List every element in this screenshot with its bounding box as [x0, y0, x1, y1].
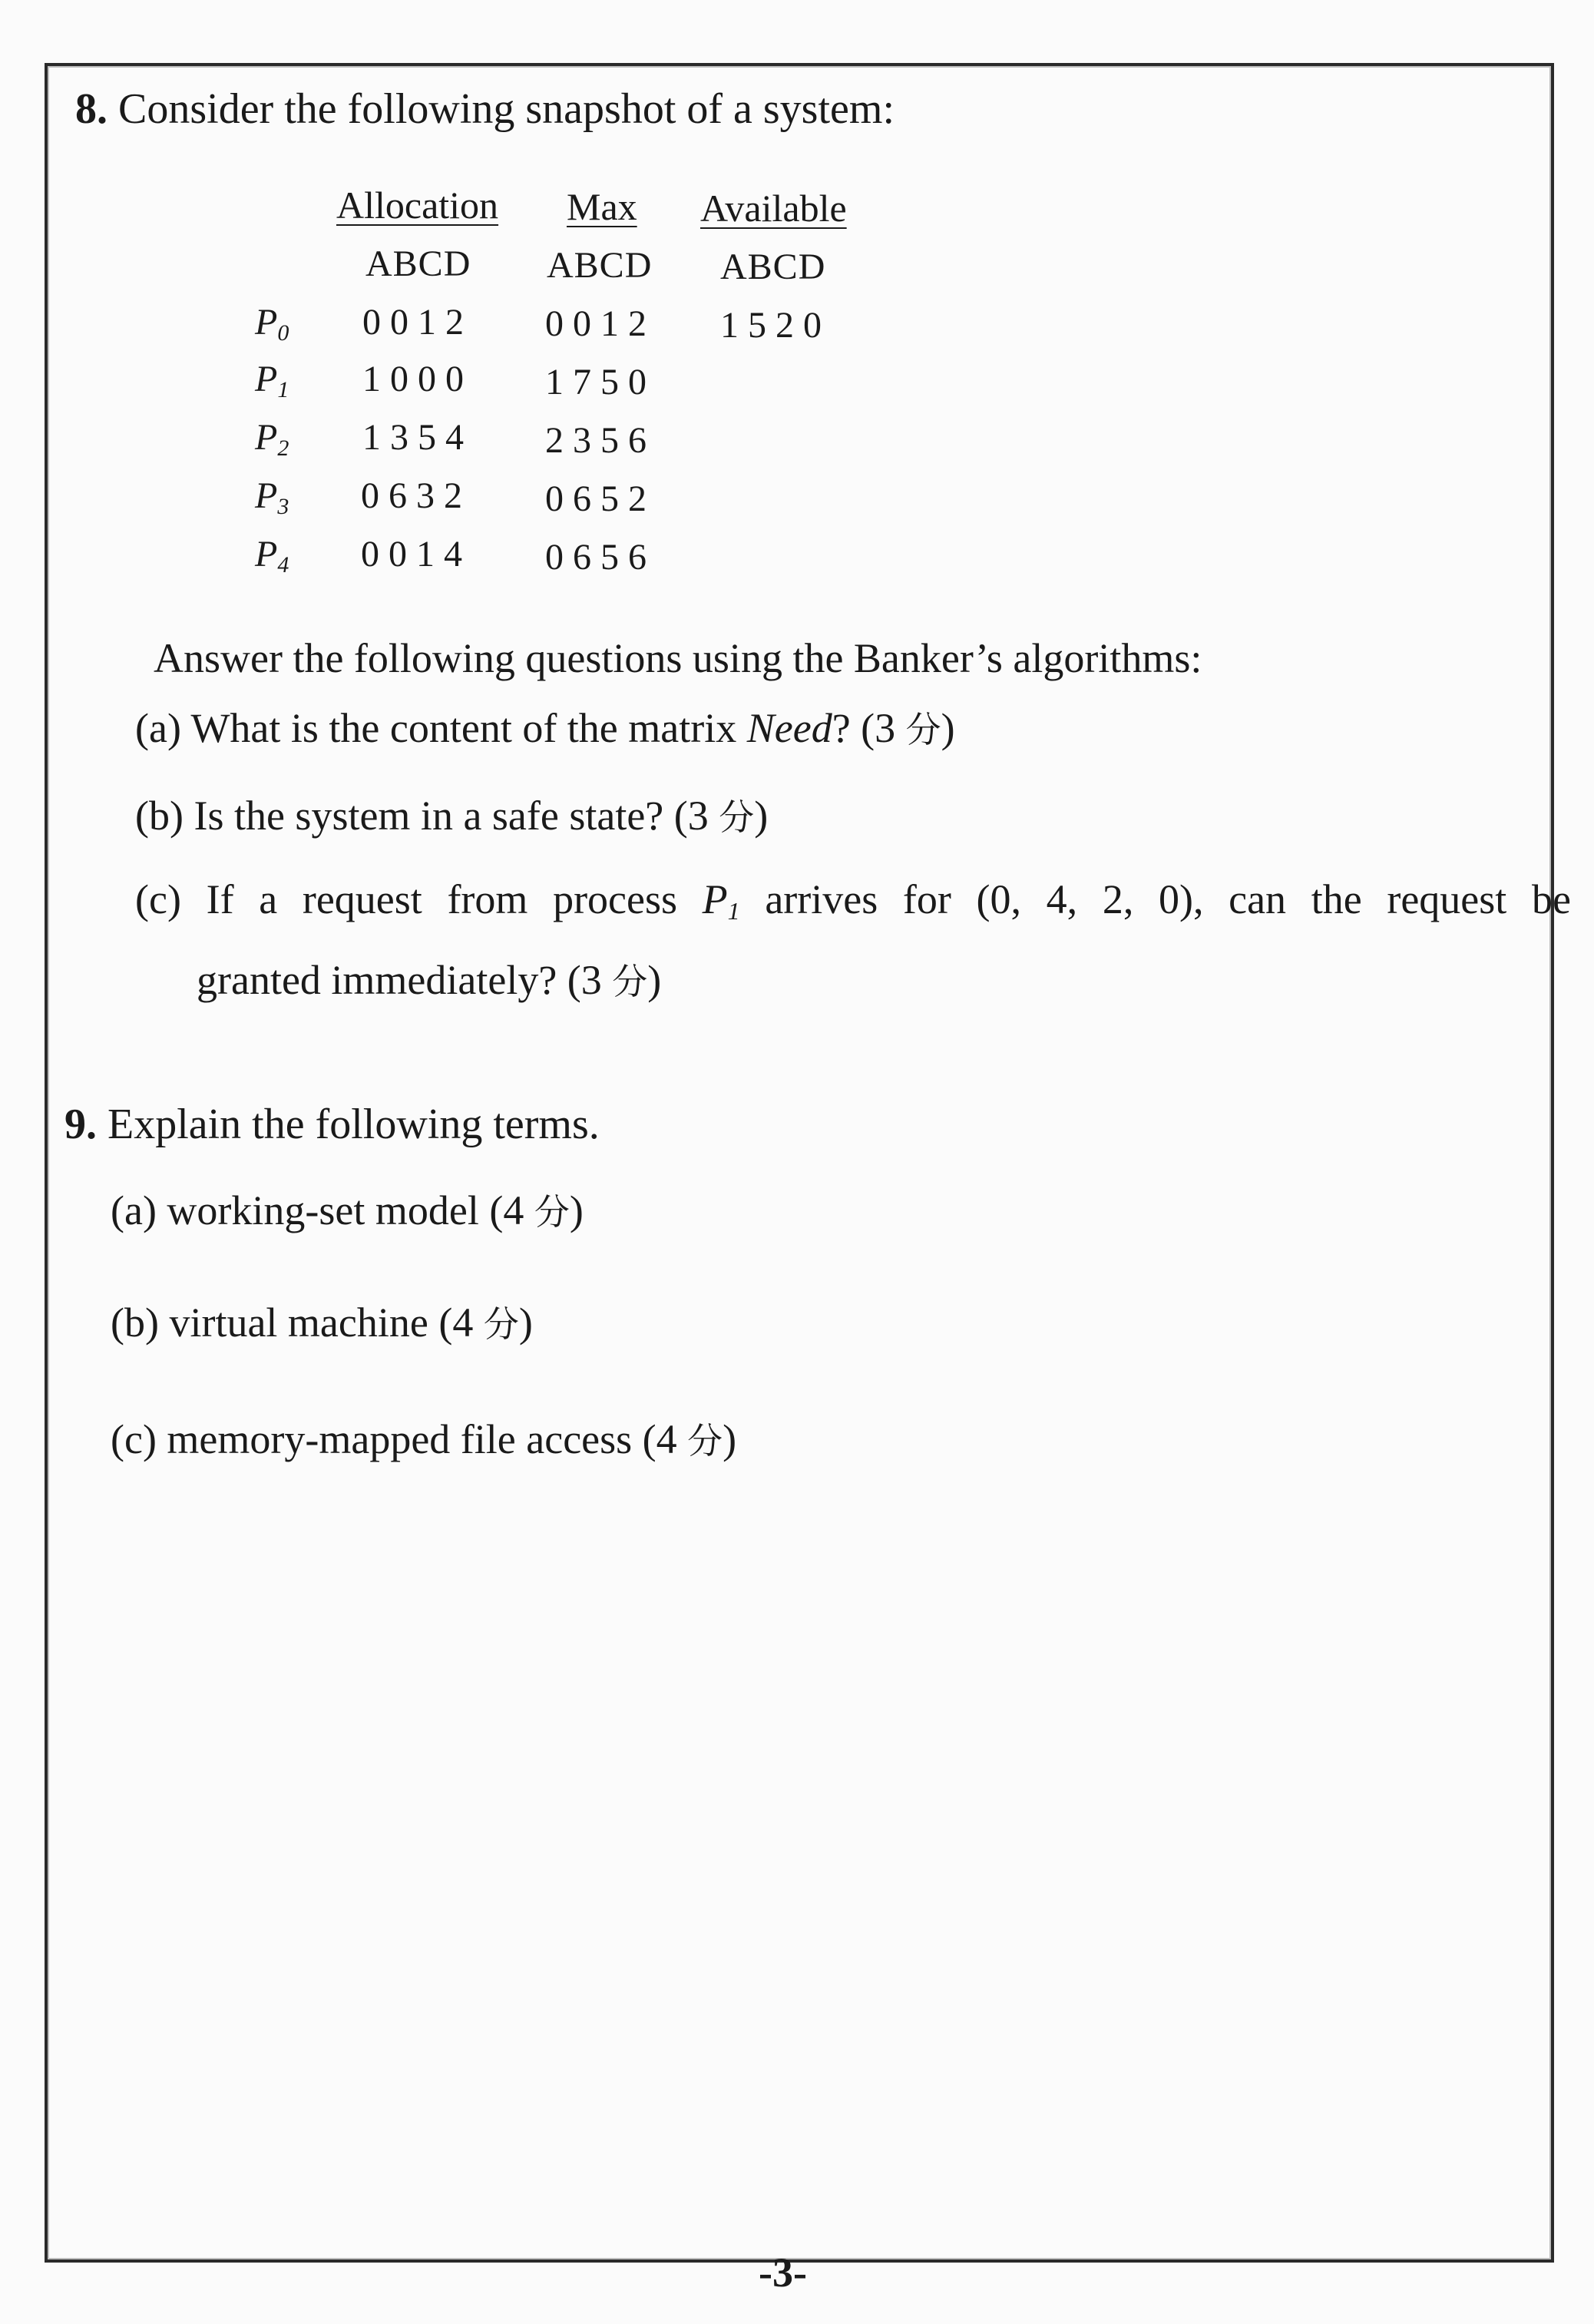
question-9b: (b) virtual machine (4 分) — [111, 1299, 533, 1346]
question-8-prompt: Answer the following questions using the Banker’s algorithms: — [154, 635, 1202, 681]
process-label: $P_0$ — [255, 302, 289, 346]
question-8a: (a) What is the content of the matrix Need? (3 分) — [135, 705, 955, 751]
process-label: $P_2$ — [255, 417, 289, 461]
available-value: 1520 — [720, 305, 831, 346]
max-value: 0652 — [545, 478, 656, 519]
process-label: $P_4$ — [255, 534, 289, 578]
allocation-value: 0014 — [361, 534, 471, 574]
question-9-number: 9. — [64, 1101, 97, 1148]
subheader-allocation: ABCD — [365, 243, 471, 284]
question-9-heading — [64, 1100, 600, 1149]
process-label: $P_3$ — [255, 475, 289, 519]
process-label: $P_1$ — [255, 359, 289, 402]
allocation-value: 0632 — [361, 475, 471, 516]
allocation-value: 1354 — [362, 417, 473, 458]
max-value: 0012 — [545, 303, 656, 344]
question-8b: (b) Is the system in a safe state? (3 分) — [135, 793, 769, 839]
subheader-max: ABCD — [547, 245, 653, 286]
question-8c-line1: (c) If a request from process $P_1$ arrives for (0, 4, 2, 0), can the request be — [135, 876, 1571, 925]
max-value: 2356 — [545, 420, 656, 461]
question-9a: (a) working-set model (4 分) — [111, 1187, 584, 1233]
question-8-number: 8. — [75, 85, 107, 133]
allocation-value: 1000 — [362, 359, 473, 399]
question-8-heading — [75, 84, 895, 134]
max-value: 0656 — [545, 537, 656, 578]
question-9-intro: Explain the following terms. — [107, 1101, 600, 1148]
max-value: 1750 — [545, 362, 656, 402]
question-8c-line2: granted immediately? (3 分) — [197, 957, 662, 1003]
header-available: Available — [700, 187, 847, 230]
page-number: -3- — [759, 2250, 807, 2296]
header-max: Max — [567, 185, 637, 228]
question-9c: (c) memory-mapped file access (4 分) — [111, 1416, 737, 1462]
subheader-available: ABCD — [720, 247, 826, 287]
question-8-intro: Consider the following snapshot of a system: — [118, 85, 895, 133]
header-allocation: Allocation — [336, 184, 499, 227]
allocation-value: 0012 — [362, 302, 473, 343]
